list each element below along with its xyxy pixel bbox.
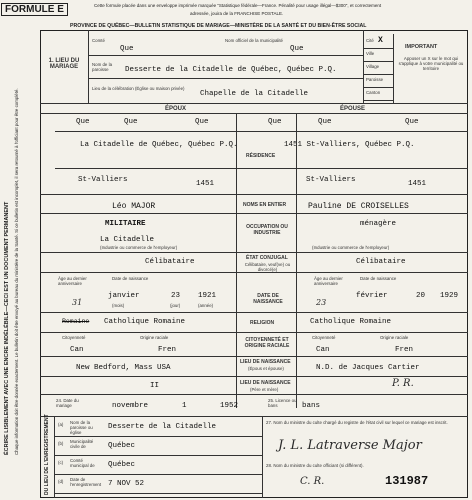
bride-county: Que <box>268 118 282 126</box>
religion-label: RELIGION <box>250 320 275 326</box>
groom-status: Célibataire <box>145 258 195 266</box>
birthplace-sub-label: (Épous et épouse) <box>248 366 284 371</box>
bride-birth-month: février <box>356 292 388 300</box>
groom-municipality: Que <box>195 118 209 126</box>
registration-row-number: (b) <box>58 441 64 446</box>
groom-city: Que <box>124 118 138 126</box>
bride-origin: Fren <box>395 346 414 354</box>
municipality-type-item: Village <box>366 64 380 69</box>
bride-age-label: Âge au dernier anniversaire <box>314 276 343 286</box>
license-label: 25. Licence ou bans <box>268 398 297 408</box>
residence-label: RÉSIDENCE <box>246 153 276 159</box>
registration-row-value: Québec <box>108 442 136 450</box>
lieu-label: 1. LIEU DU MARIAGE <box>48 58 80 70</box>
bride-header: ÉPOUSE <box>340 106 366 112</box>
q28-label: 28. Nom du ministre du culte officiant (si différent). <box>266 463 364 468</box>
license-value: bans <box>302 402 321 410</box>
serial-number: 131987 <box>385 474 429 488</box>
groom-industry-label: (Industrie ou commerce de l'employeur) <box>100 245 178 250</box>
bride-religion: Catholique Romaine <box>310 318 392 326</box>
celebration-place-label: Lieu de la célébration (Église ou maison privée) <box>92 86 185 91</box>
municipality-type-item: Canton <box>366 90 381 95</box>
groom-day-label: (jour) <box>170 303 181 308</box>
important-title: IMPORTANT <box>405 44 438 50</box>
marriage-date-label: 24. Date du mariage <box>56 398 79 408</box>
groom-birth-label: Date de naissance <box>112 276 149 281</box>
bride-city: Que <box>318 118 332 126</box>
postal-notice-2: adressée, jouira de la FRANCHISE POSTALE. <box>190 11 284 16</box>
instructions-note: Chaque information doit être donnée exactement. Le bulletin doit être envoyé au bureau du ministère de la Santé. Si ce bulletin est incomplet, il sera retourné à l'officiant pour être complété. <box>14 88 19 455</box>
groom-citizenship-label: Citoyenneté <box>62 335 86 340</box>
groom-header: ÉPOUX <box>165 106 187 112</box>
registration-side-label: DU LIEU DE L'ENREGISTREMENT <box>44 414 50 495</box>
q27-label: 27. Nom du ministre du culte chargé du registre de l'état civil sur lequel ce mariage est inscrit. <box>266 420 448 425</box>
status-label: ÉTAT CONJUGAL <box>246 255 288 261</box>
names-label: NOMS EN ENTIER <box>243 202 287 208</box>
postal-notice-1: Cette formule placée dans une enveloppe imprimée marquée "Statistique fédérale—France. Pénalité pour usage illégal—$300", et correctement <box>94 3 382 8</box>
groom-birth-day: 23 <box>171 292 181 300</box>
birth-date-label: DATE DE NAISSANCE <box>253 293 283 305</box>
registration-row-value: 7 NOV 52 <box>108 480 145 488</box>
groom-address: La Citadelle de Québec, Québec P.Q. <box>80 141 238 149</box>
groom-birthplace: New Bedford, Mass USA <box>76 364 171 372</box>
marriage-month: novembre <box>112 402 149 410</box>
registration-row-label: Nom de la paroisse ou église <box>70 420 93 435</box>
groom-number: 1451 <box>196 180 215 188</box>
bride-father-initials: P. R. <box>392 378 414 389</box>
registration-row-number: (a) <box>58 422 64 427</box>
bride-birthplace: N.D. de Jacques Cartier <box>316 364 420 372</box>
parish-name-value: Desserte de la Citadelle de Québec, Québec P.Q. <box>125 66 337 74</box>
bride-birth-label: Date de naissance <box>360 276 397 281</box>
registrar-signature: J. L. Latraverse Major <box>278 438 422 453</box>
bride-street: St-Valliers <box>306 176 356 184</box>
birthplace-label: LIEU DE NAISSANCE <box>240 359 291 365</box>
groom-religion-struck: Romaine <box>62 318 90 325</box>
parish-name-label: Nom de la paroisse <box>92 62 113 72</box>
bride-birth-day: 20 <box>416 292 426 300</box>
important-text: Apposer un X sur le mot qui s'applique à votre municipalité ou territoire <box>398 56 464 71</box>
bride-citizenship-label: Citoyenneté <box>312 335 336 340</box>
groom-birth-month: janvier <box>108 292 140 300</box>
parents-birthplace-sub-label: (Père et mère) <box>250 387 279 392</box>
groom-street: St-Valliers <box>78 176 128 184</box>
bride-municipality: Que <box>405 118 419 126</box>
parents-birthplace-label: LIEU DE NAISSANCE <box>240 380 291 386</box>
registration-row-value: Desserte de la Citadelle <box>108 423 217 431</box>
municipality-type-item: Paroisse <box>366 77 384 82</box>
bride-number: 1451 <box>408 180 427 188</box>
form-title: PROVINCE DE QUÉBEC—BULLETIN STATISTIQUE DE MARIAGE—MINISTÈRE DE LA SANTÉ ET DU BIEN-ÊTRE SOCIAL <box>70 23 367 29</box>
groom-name: Léo MAJOR <box>112 202 156 211</box>
county-value: Que <box>120 45 134 53</box>
marriage-year: 1952 <box>220 402 239 410</box>
bride-address: 1451 St-Valliers, Québec P.Q. <box>284 141 415 149</box>
marriage-day: 1 <box>182 402 187 410</box>
groom-origin: Fren <box>158 346 177 354</box>
bride-age: 23 <box>316 298 327 307</box>
bride-name: Pauline DE CROISELLES <box>308 202 409 211</box>
registration-row-number: (c) <box>58 460 64 465</box>
registration-row-label: Municipalité civile de <box>70 439 94 449</box>
official-name-value: Que <box>290 45 304 53</box>
groom-month-label: (mois) <box>112 303 125 308</box>
county-label: Comté <box>92 38 105 43</box>
groom-religion: Catholique Romaine <box>104 318 186 326</box>
registration-row-number: (d) <box>58 479 64 484</box>
celebration-place-value: Chapelle de la Citadelle <box>200 90 309 98</box>
groom-employer: La Citadelle <box>100 236 155 244</box>
municipality-type-mark: X <box>378 36 383 45</box>
groom-county: Que <box>76 118 90 126</box>
form-label: FORMULE E <box>1 3 68 16</box>
bride-status: Célibataire <box>356 258 406 266</box>
groom-citizenship: Can <box>70 346 84 354</box>
registration-row-label: Comté municipal de <box>70 458 95 468</box>
citizenship-label: CITOYENNETÉ ET ORIGINE RACIALE <box>244 337 290 349</box>
registration-row-value: Québec <box>108 461 136 469</box>
groom-age: 31 <box>72 298 83 307</box>
bride-citizenship: Can <box>316 346 330 354</box>
officiant-initials: C. R. <box>300 476 325 487</box>
registration-row-label: Date de l'enregistrement <box>70 477 102 487</box>
permanent-record-note: ÉCRIRE LISIBLEMENT AVEC UNE ENCRE INDÉLÉBILE—CECI EST UN DOCUMENT PERMANENT <box>4 201 10 455</box>
groom-father: II <box>150 382 160 390</box>
bride-origin-label: Origine raciale <box>380 335 409 340</box>
groom-year-label: (année) <box>198 303 214 308</box>
status-sub-label: Célibataire, veuf(ve) ou divorcé(e) <box>244 262 291 272</box>
occupation-label: OCCUPATION OU INDUSTRIE <box>246 224 288 236</box>
municipality-type-item: Ville <box>366 51 375 56</box>
bride-industry-label: (Industrie ou commerce de l'employeur) <box>312 245 390 250</box>
groom-birth-year: 1921 <box>198 292 217 300</box>
bride-birth-year: 1929 <box>440 292 459 300</box>
groom-occupation: MILITAIRE <box>105 220 146 228</box>
bride-occupation: ménagère <box>360 220 397 228</box>
official-name-label: Nom officiel de la municipalité <box>225 38 284 43</box>
municipality-type-item: Cité <box>366 38 374 43</box>
groom-origin-label: Origine raciale <box>140 335 169 340</box>
groom-age-label: Âge au dernier anniversaire <box>58 276 87 286</box>
